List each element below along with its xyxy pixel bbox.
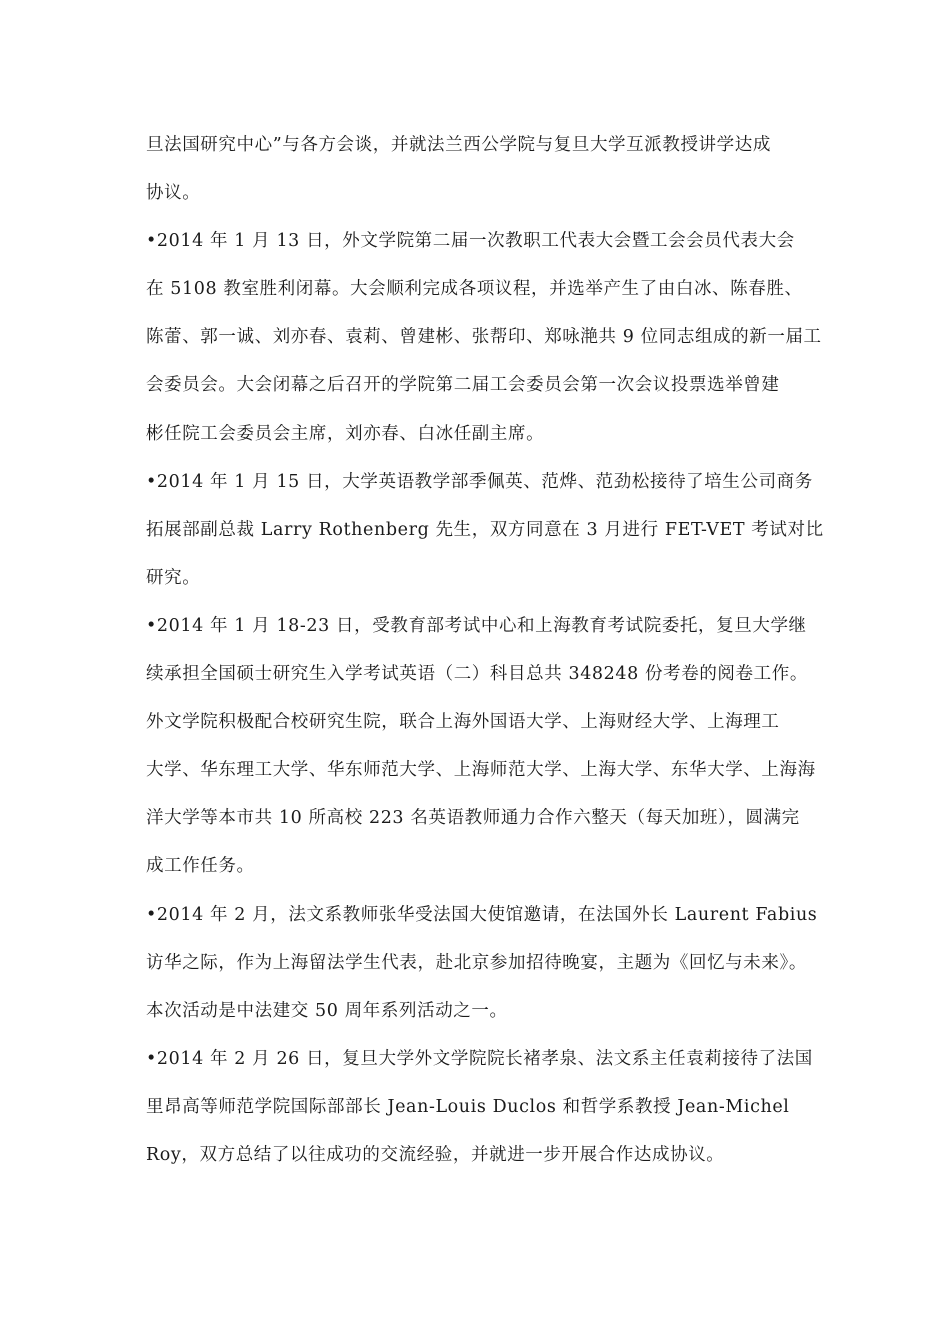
text-line: 大学、华东理工大学、华东师范大学、上海师范大学、上海大学、东华大学、上海海	[146, 760, 816, 781]
text-line: 研究。	[146, 567, 201, 588]
text-line: •2014 年 1 月 18-23 日，受教育部考试中心和上海教育考试院委托，复旦大学继	[146, 615, 807, 636]
text-line: •2014 年 1 月 15 日，大学英语教学部季佩英、范烨、范劲松接待了培生公司商务	[146, 471, 813, 492]
text-line: 续承担全国硕士研究生入学考试英语（二）科目总共 348248 份考卷的阅卷工作。	[146, 664, 808, 685]
text-line: 会委员会。大会闭幕之后召开的学院第二届工会委员会第一次会议投票选举曾建	[146, 375, 780, 396]
text-line: Roy，双方总结了以往成功的交流经验，并就进一步开展合作达成协议。	[146, 1144, 725, 1165]
text-line: 里昂高等师范学院国际部部长 Jean-Louis Duclos 和哲学系教授 Jean-Michel	[146, 1096, 790, 1117]
text-line: 旦法国研究中心”与各方会谈，并就法兰西公学院与复旦大学互派教授讲学达成	[146, 135, 771, 155]
text-line: 本次活动是中法建交 50 周年系列活动之一。	[146, 1000, 508, 1021]
text-line: 彬任院工会委员会主席，刘亦春、白冰任副主席。	[146, 423, 545, 444]
text-line: 洋大学等本市共 10 所高校 223 名英语教师通力合作六整天（每天加班），圆满完	[146, 808, 800, 829]
text-line: 拓展部副总裁 Larry Rothenberg 先生，双方同意在 3 月进行 FET-VET 考试对比	[146, 519, 824, 540]
text-line: 陈蕾、郭一诚、刘亦春、袁莉、曾建彬、张帮印、郑咏滟共 9 位同志组成的新一届工	[146, 327, 822, 348]
text-line: 外文学院积极配合校研究生院，联合上海外国语大学、上海财经大学、上海理工	[146, 712, 780, 733]
text-line: •2014 年 1 月 13 日，外文学院第二届一次教职工代表大会暨工会会员代表大会	[146, 231, 795, 252]
text-line: 访华之际，作为上海留法学生代表，赴北京参加招待晚宴，主题为《回忆与未来》。	[146, 952, 807, 973]
text-line: 在 5108 教室胜利闭幕。大会顺利完成各项议程，并选举产生了由白冰、陈春胜、	[146, 279, 803, 300]
text-line: 协议。	[146, 183, 201, 204]
text-line: •2014 年 2 月 26 日，复旦大学外文学院院长褚孝泉、法文系主任袁莉接待了法国	[146, 1048, 813, 1069]
document-body	[146, 126, 824, 1184]
text-line: 成工作任务。	[146, 856, 255, 877]
text-line: •2014 年 2 月，法文系教师张华受法国大使馆邀请，在法国外长 Laurent Fabius	[146, 904, 818, 925]
